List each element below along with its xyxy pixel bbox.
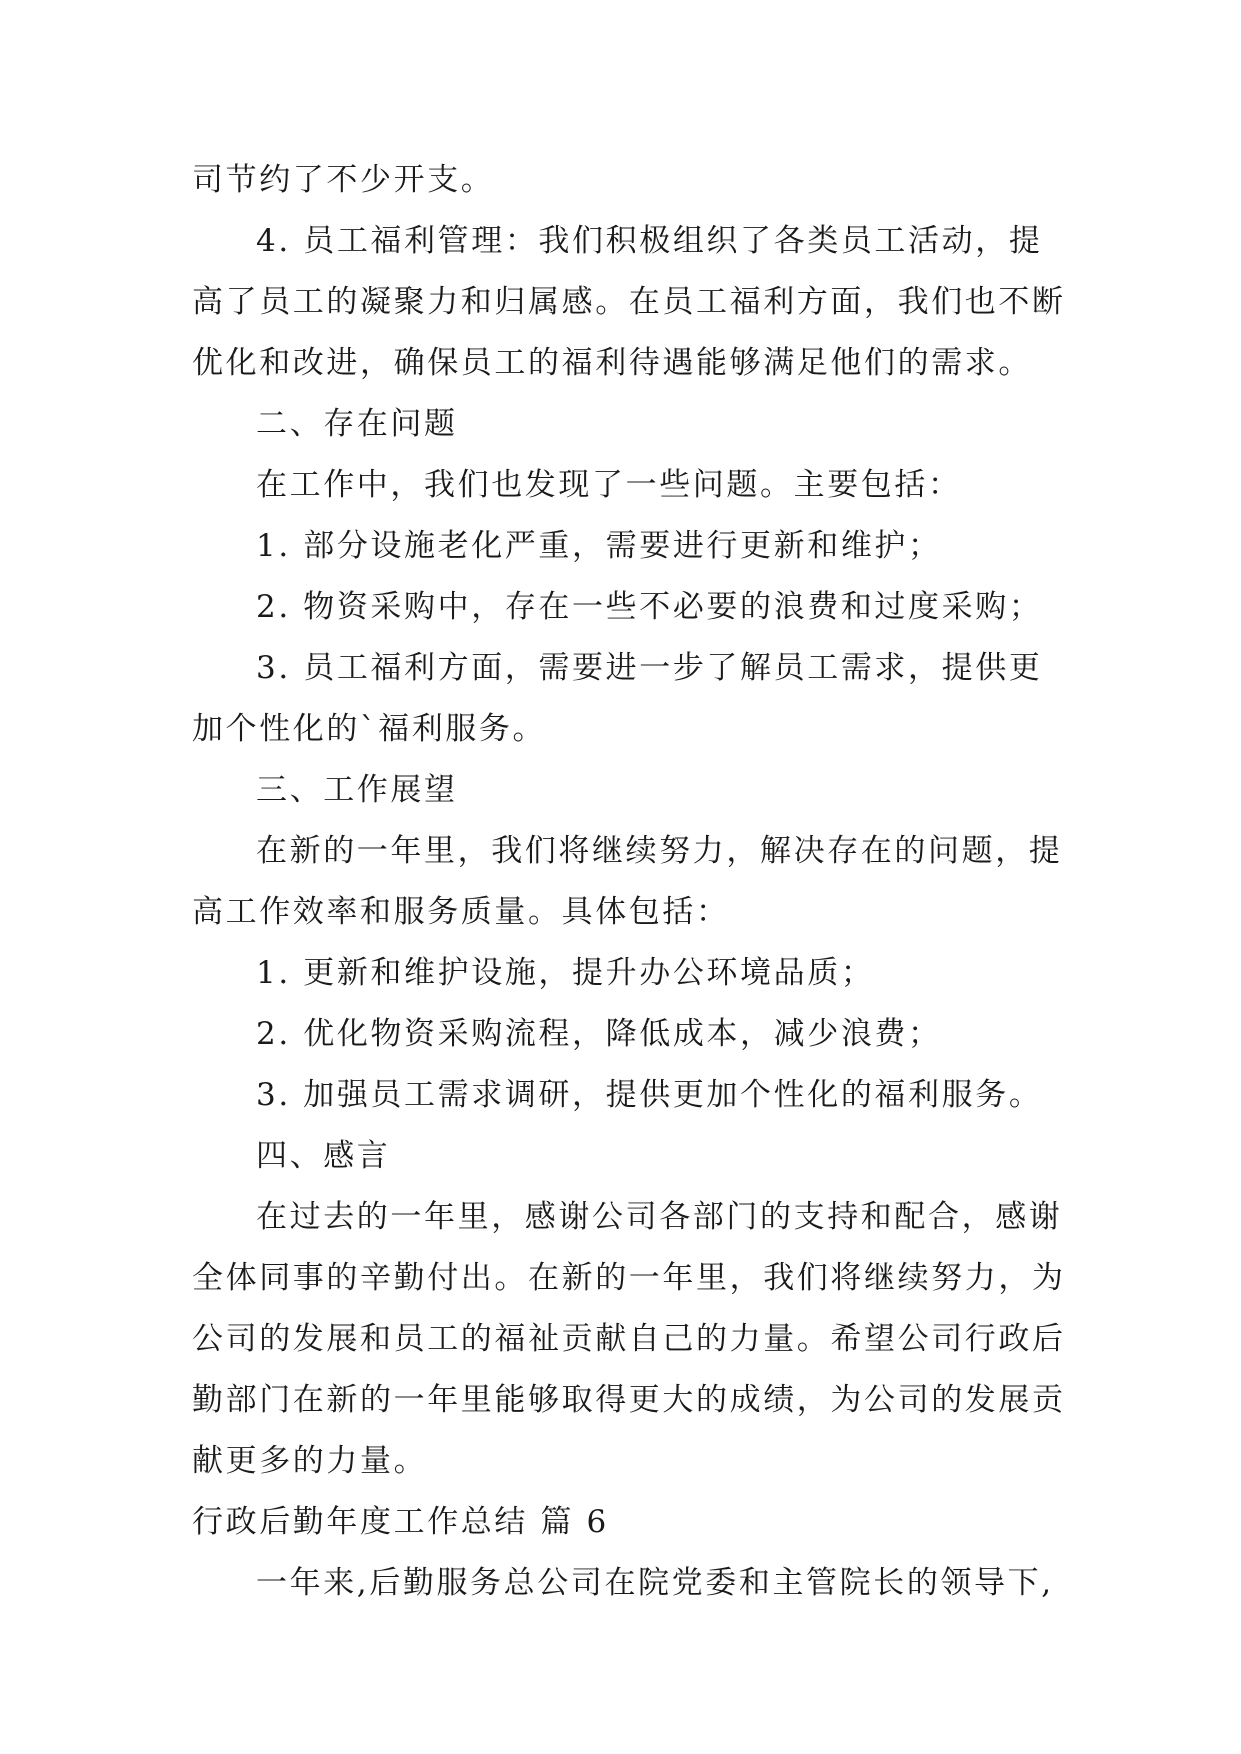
- article-title: 行政后勤年度工作总结 篇 6: [192, 1504, 609, 1540]
- section-heading: 二、存在问题: [256, 406, 458, 442]
- paragraph-line: 高了员工的凝聚力和归属感。在员工福利方面，我们也不断: [192, 284, 1066, 320]
- list-item-line: 2. 优化物资采购流程，降低成本，减少浪费；: [256, 1016, 942, 1052]
- list-item-line: 4. 员工福利管理：我们积极组织了各类员工活动，提: [256, 223, 1043, 259]
- list-item-line: 2. 物资采购中，存在一些不必要的浪费和过度采购；: [256, 589, 1043, 625]
- paragraph-line: 勤部门在新的一年里能够取得更大的成绩，为公司的发展贡: [192, 1382, 1066, 1418]
- paragraph-line: 司节约了不少开支。: [192, 162, 495, 198]
- paragraph-line: 一年来,后勤服务总公司在院党委和主管院长的领导下,: [256, 1565, 1054, 1601]
- list-item-line: 3. 员工福利方面，需要进一步了解员工需求，提供更: [256, 650, 1043, 686]
- list-item-line: 3. 加强员工需求调研，提供更加个性化的福利服务。: [256, 1077, 1043, 1113]
- section-heading: 三、工作展望: [256, 772, 458, 808]
- paragraph-line: 在过去的一年里，感谢公司各部门的支持和配合，感谢: [256, 1199, 1063, 1235]
- list-item-line: 1. 更新和维护设施，提升办公环境品质；: [256, 955, 875, 991]
- paragraph-line: 优化和改进，确保员工的福利待遇能够满足他们的需求。: [192, 345, 1032, 381]
- paragraph-line: 高工作效率和服务质量。具体包括：: [192, 894, 730, 930]
- paragraph-line: 公司的发展和员工的福祉贡献自己的力量。希望公司行政后: [192, 1321, 1066, 1357]
- list-item-line: 1. 部分设施老化严重，需要进行更新和维护；: [256, 528, 942, 564]
- paragraph-line: 加个性化的`福利服务。: [192, 711, 547, 747]
- paragraph-line: 献更多的力量。: [192, 1443, 428, 1479]
- paragraph-line: 在工作中，我们也发现了一些问题。主要包括：: [256, 467, 962, 503]
- paragraph-line: 全体同事的辛勤付出。在新的一年里，我们将继续努力，为: [192, 1260, 1066, 1296]
- section-heading: 四、感言: [256, 1138, 391, 1174]
- document-body: [192, 150, 1066, 1614]
- paragraph-line: 在新的一年里，我们将继续努力，解决存在的问题，提: [256, 833, 1063, 869]
